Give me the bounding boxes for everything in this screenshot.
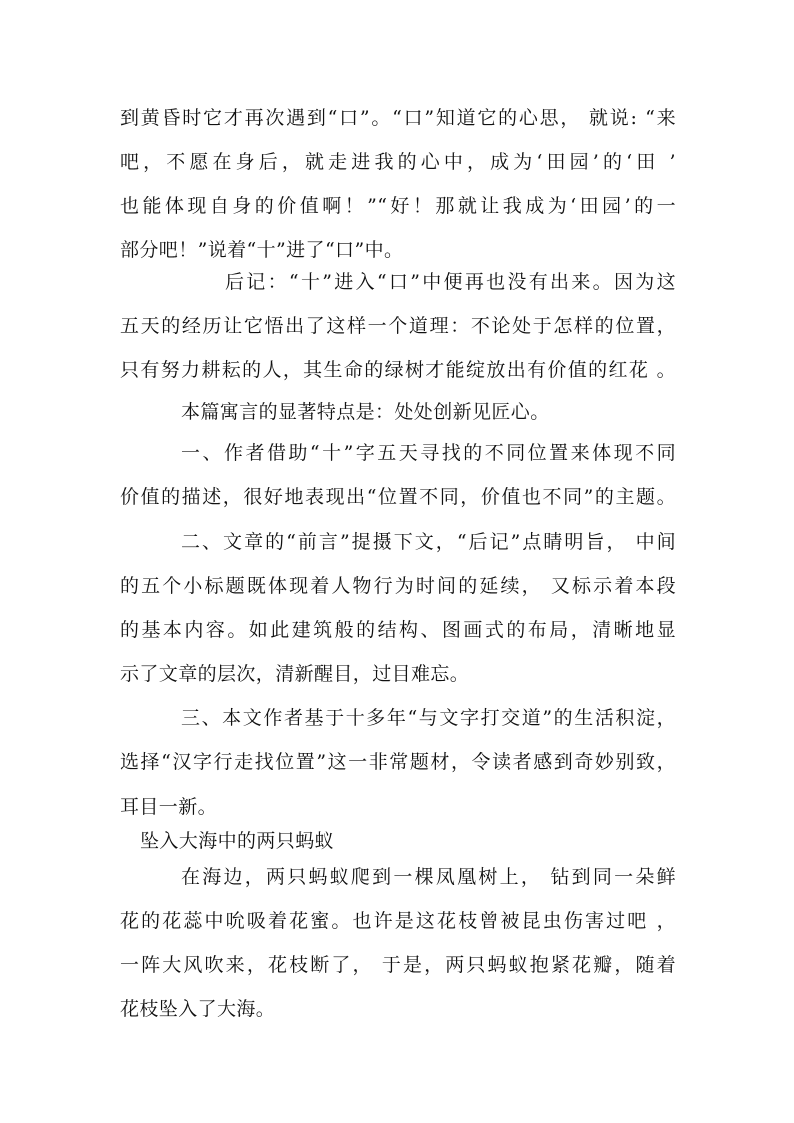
text-line: 一阵大风吹来，花枝断了， 于是，两只蚂蚁抱紧花瓣，随着 (120, 954, 676, 976)
text-line: 三、本文作者基于十多年“与文字打交道”的生活积淀， (181, 707, 676, 729)
text-line: 到黄昏时它才再次遇到“口”。“口”知道它的心思， 就说: “来 (120, 107, 676, 129)
text-line: 本篇寓言的显著特点是：处处创新见匠心。 (181, 401, 550, 423)
text-line: 价值的描述，很好地表现出“位置不同，价值也不同”的主题。 (120, 486, 676, 508)
text-line: 耳目一新。 (120, 796, 218, 818)
text-line: 选择“汉字行走找位置”这一非常题材，令读者感到奇妙别致， (120, 751, 676, 773)
text-line: 一、作者借助“十”字五天寻找的不同位置来体现不同 (181, 442, 676, 464)
text-line: 只有努力耕耘的人，其生命的绿树才能绽放出有价值的红花 。 (120, 359, 676, 381)
text-line: 也能体现自身的价值啊！”“好！那就让我成为‘田园’的一 (120, 195, 676, 217)
text-line: 花的花蕊中吮吸着花蜜。也许是这花枝曾被昆虫伤害过吧 ， (120, 910, 676, 932)
text-line: 二、文章的“前言”提摄下文，“后记”点睛明旨， 中间 (181, 531, 676, 553)
section-heading: 坠入大海中的两只蚂蚁 (140, 830, 335, 852)
text-line: 花枝坠入了大海。 (120, 998, 276, 1020)
text-line: 的五个小标题既体现着人物行为时间的延续， 又标示着本段 (120, 575, 676, 597)
text-line: 后记：“十”进入“口”中便再也没有出来。因为这 (225, 271, 676, 293)
text-line: 的基本内容。如此建筑般的结构、图画式的布局，清晰地显 (120, 619, 676, 641)
text-line: 五天的经历让它悟出了这样一个道理：不论处于怎样的位置， (120, 315, 676, 337)
text-line: 部分吧！”说着“十”进了“口”中。 (120, 239, 404, 261)
text-line: 吧，不愿在身后，就走进我的心中，成为‘田园’的‘田 ’ (120, 151, 676, 173)
text-line: 在海边，两只蚂蚁爬到一棵凤凰树上， 钻到同一朵鲜 (181, 866, 676, 888)
text-line: 示了文章的层次，清新醒目，过目难忘。 (120, 663, 470, 685)
